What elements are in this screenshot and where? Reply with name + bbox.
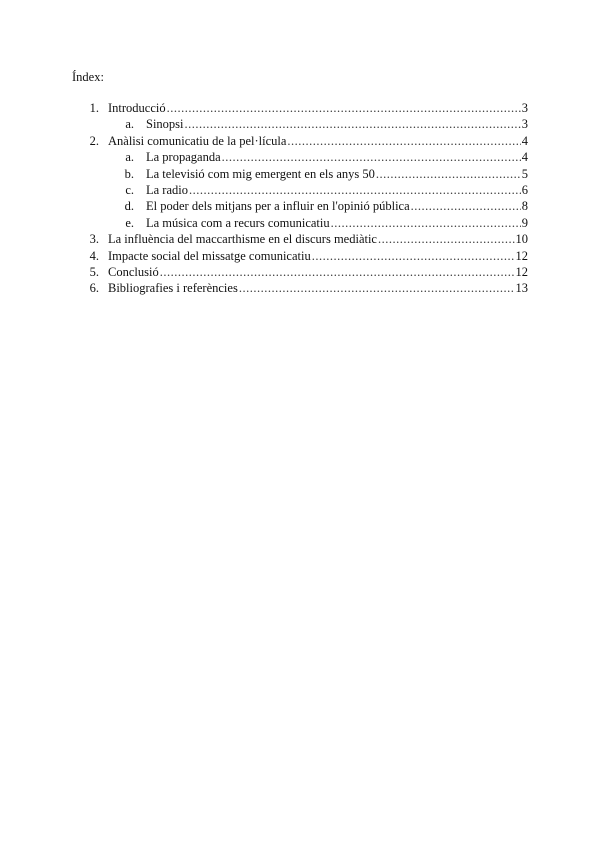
toc-entry-title: El poder dels mitjans per a influir en l'opinió pública bbox=[146, 199, 410, 214]
toc-dot-leader bbox=[331, 215, 521, 231]
toc-dot-leader bbox=[376, 166, 521, 182]
toc-entry-page: 5 bbox=[521, 166, 528, 181]
toc-entry-number: e. bbox=[125, 215, 134, 230]
toc-entry-number: a. bbox=[125, 117, 134, 132]
toc-entry-number: 5. bbox=[89, 264, 99, 279]
toc-entry-number: b. bbox=[124, 166, 134, 181]
toc-dot-leader bbox=[287, 133, 520, 149]
toc-entry-page: 3 bbox=[521, 117, 528, 132]
toc-dot-leader bbox=[167, 100, 521, 116]
table-of-contents bbox=[84, 100, 528, 297]
toc-dot-leader bbox=[185, 116, 521, 132]
toc-entry-number: 2. bbox=[89, 133, 99, 148]
toc-entry-page: 6 bbox=[521, 182, 528, 197]
toc-entry[interactable] bbox=[84, 248, 528, 264]
toc-entry-number: 1. bbox=[89, 101, 99, 115]
toc-entry[interactable] bbox=[84, 166, 528, 182]
toc-entry-page: 10 bbox=[515, 232, 528, 247]
toc-entry[interactable] bbox=[84, 280, 528, 296]
toc-entry-title: Sinopsi bbox=[146, 117, 184, 132]
toc-entry-title: Impacte social del missatge comunicatiu bbox=[108, 248, 311, 263]
toc-dot-leader bbox=[222, 149, 521, 165]
toc-entry-page: 8 bbox=[521, 199, 528, 214]
toc-entry-page: 12 bbox=[515, 248, 528, 263]
toc-entry-page: 3 bbox=[521, 101, 528, 115]
toc-entry-title: La radio bbox=[146, 182, 188, 197]
toc-entry[interactable] bbox=[84, 149, 528, 165]
toc-entry[interactable] bbox=[84, 116, 528, 132]
toc-entry-title: La televisió com mig emergent en els anys 50 bbox=[146, 166, 375, 181]
toc-entry-number: 3. bbox=[89, 232, 99, 247]
toc-entry-number: a. bbox=[125, 150, 134, 165]
toc-entry-title: Conclusió bbox=[108, 264, 159, 279]
toc-entry[interactable] bbox=[84, 182, 528, 198]
toc-heading: Índex: bbox=[72, 70, 104, 84]
toc-entry-title: La música com a recurs comunicatiu bbox=[146, 215, 330, 230]
toc-entry-title: La propaganda bbox=[146, 150, 221, 165]
toc-entry-number: 6. bbox=[89, 281, 99, 296]
toc-entry[interactable] bbox=[84, 198, 528, 214]
toc-entry-page: 4 bbox=[521, 133, 528, 148]
toc-entry[interactable] bbox=[84, 133, 528, 149]
toc-entry-page: 9 bbox=[521, 215, 528, 230]
toc-entry-page: 13 bbox=[515, 281, 528, 296]
toc-dot-leader bbox=[189, 182, 521, 198]
toc-entry-number: d. bbox=[124, 199, 134, 214]
toc-entry-title: Introducció bbox=[108, 101, 166, 115]
toc-entry-number: c. bbox=[125, 182, 134, 197]
toc-entry-number: 4. bbox=[89, 248, 99, 263]
toc-entry-title: Anàlisi comunicatiu de la pel·lícula bbox=[108, 133, 287, 148]
toc-entry[interactable] bbox=[84, 264, 528, 280]
toc-entry-title: La influència del maccarthisme en el discurs mediàtic bbox=[108, 232, 377, 247]
toc-entry[interactable] bbox=[84, 100, 528, 116]
toc-entry-page: 4 bbox=[521, 150, 528, 165]
toc-dot-leader bbox=[239, 280, 515, 296]
toc-dot-leader bbox=[160, 264, 515, 280]
toc-dot-leader bbox=[312, 248, 515, 264]
toc-entry-title: Bibliografies i referències bbox=[108, 281, 238, 296]
toc-entry[interactable] bbox=[84, 215, 528, 231]
toc-dot-leader bbox=[411, 198, 521, 214]
toc-entry-page: 12 bbox=[515, 264, 528, 279]
toc-dot-leader bbox=[378, 231, 515, 247]
toc-entry[interactable] bbox=[84, 231, 528, 247]
